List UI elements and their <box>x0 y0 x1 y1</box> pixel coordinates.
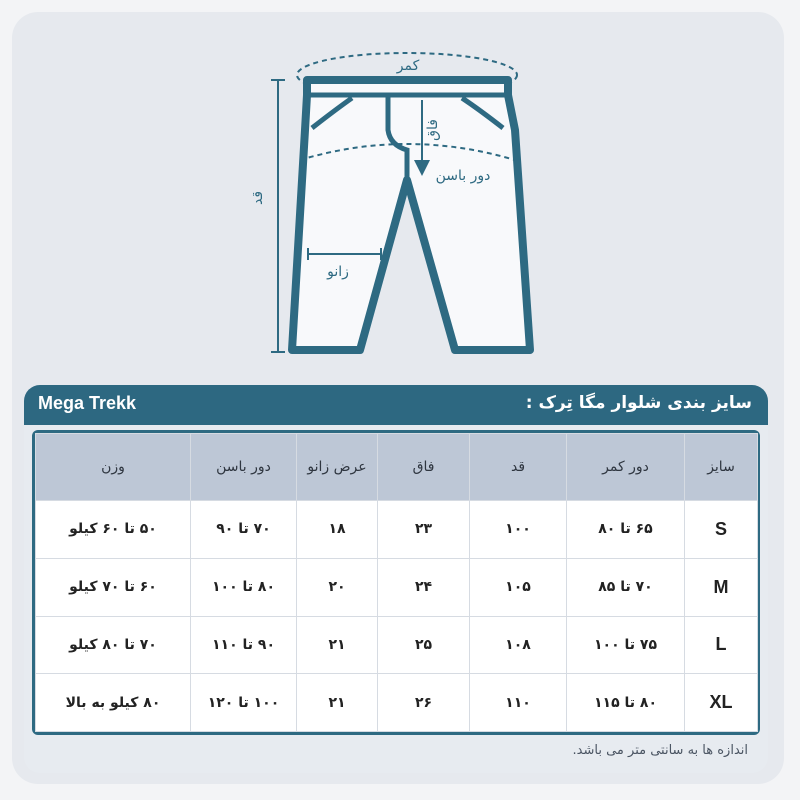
knee-label: زانو <box>327 264 349 280</box>
cell-rise: ۲۴ <box>378 558 470 616</box>
cell-weight: ۸۰ کیلو به بالا <box>36 674 191 732</box>
cell-weight: ۵۰ تا ۶۰ کیلو <box>36 501 191 559</box>
cell-size: S <box>685 501 758 559</box>
cell-rise: ۲۶ <box>378 674 470 732</box>
cell-weight: ۷۰ تا ۸۰ کیلو <box>36 616 191 674</box>
cell-knee-width: ۲۱ <box>297 616 378 674</box>
cell-length: ۱۰۰ <box>470 501 567 559</box>
table-row <box>36 501 758 559</box>
cell-length: ۱۱۰ <box>470 674 567 732</box>
size-chart-panel <box>24 385 768 773</box>
table-row <box>36 616 758 674</box>
panel-header <box>24 385 768 425</box>
size-table-frame <box>32 430 760 735</box>
units-note: اندازه ها به سانتی متر می باشد. <box>572 743 748 758</box>
table-row <box>36 674 758 732</box>
cell-knee-width: ۲۰ <box>297 558 378 616</box>
hip-label: دور باسن <box>435 168 491 184</box>
cell-weight: ۶۰ تا ۷۰ کیلو <box>36 558 191 616</box>
waist-label: کمر <box>396 58 420 74</box>
cell-rise: ۲۳ <box>378 501 470 559</box>
cell-size: XL <box>685 674 758 732</box>
table-header-row <box>36 434 758 501</box>
cell-hip: ۷۰ تا ۹۰ <box>191 501 297 559</box>
header-size: سایز <box>685 434 758 501</box>
size-table <box>35 433 758 732</box>
cell-waist: ۶۵ تا ۸۰ <box>567 501 685 559</box>
cell-waist: ۷۰ تا ۸۵ <box>567 558 685 616</box>
cell-hip: ۱۰۰ تا ۱۲۰ <box>191 674 297 732</box>
rise-label: فاق <box>425 119 441 141</box>
cell-length: ۱۰۵ <box>470 558 567 616</box>
header-rise: فاق <box>378 434 470 501</box>
cell-length: ۱۰۸ <box>470 616 567 674</box>
header-waist: دور کمر <box>567 434 685 501</box>
cell-waist: ۸۰ تا ۱۱۵ <box>567 674 685 732</box>
header-weight: وزن <box>36 434 191 501</box>
brand-name: Mega Trekk <box>38 393 137 413</box>
header-length: قد <box>470 434 567 501</box>
cell-knee-width: ۱۸ <box>297 501 378 559</box>
cell-size: M <box>685 558 758 616</box>
table-row <box>36 558 758 616</box>
panel-title: سایز بندی شلوار مگا تِرک : <box>525 393 752 413</box>
length-label: قد <box>250 190 266 206</box>
header-hip: دور باسن <box>191 434 297 501</box>
cell-waist: ۷۵ تا ۱۰۰ <box>567 616 685 674</box>
cell-hip: ۸۰ تا ۱۰۰ <box>191 558 297 616</box>
cell-knee-width: ۲۱ <box>297 674 378 732</box>
pants-diagram <box>0 0 800 380</box>
cell-size: L <box>685 616 758 674</box>
cell-hip: ۹۰ تا ۱۱۰ <box>191 616 297 674</box>
cell-rise: ۲۵ <box>378 616 470 674</box>
header-knee-width: عرض زانو <box>297 434 378 501</box>
